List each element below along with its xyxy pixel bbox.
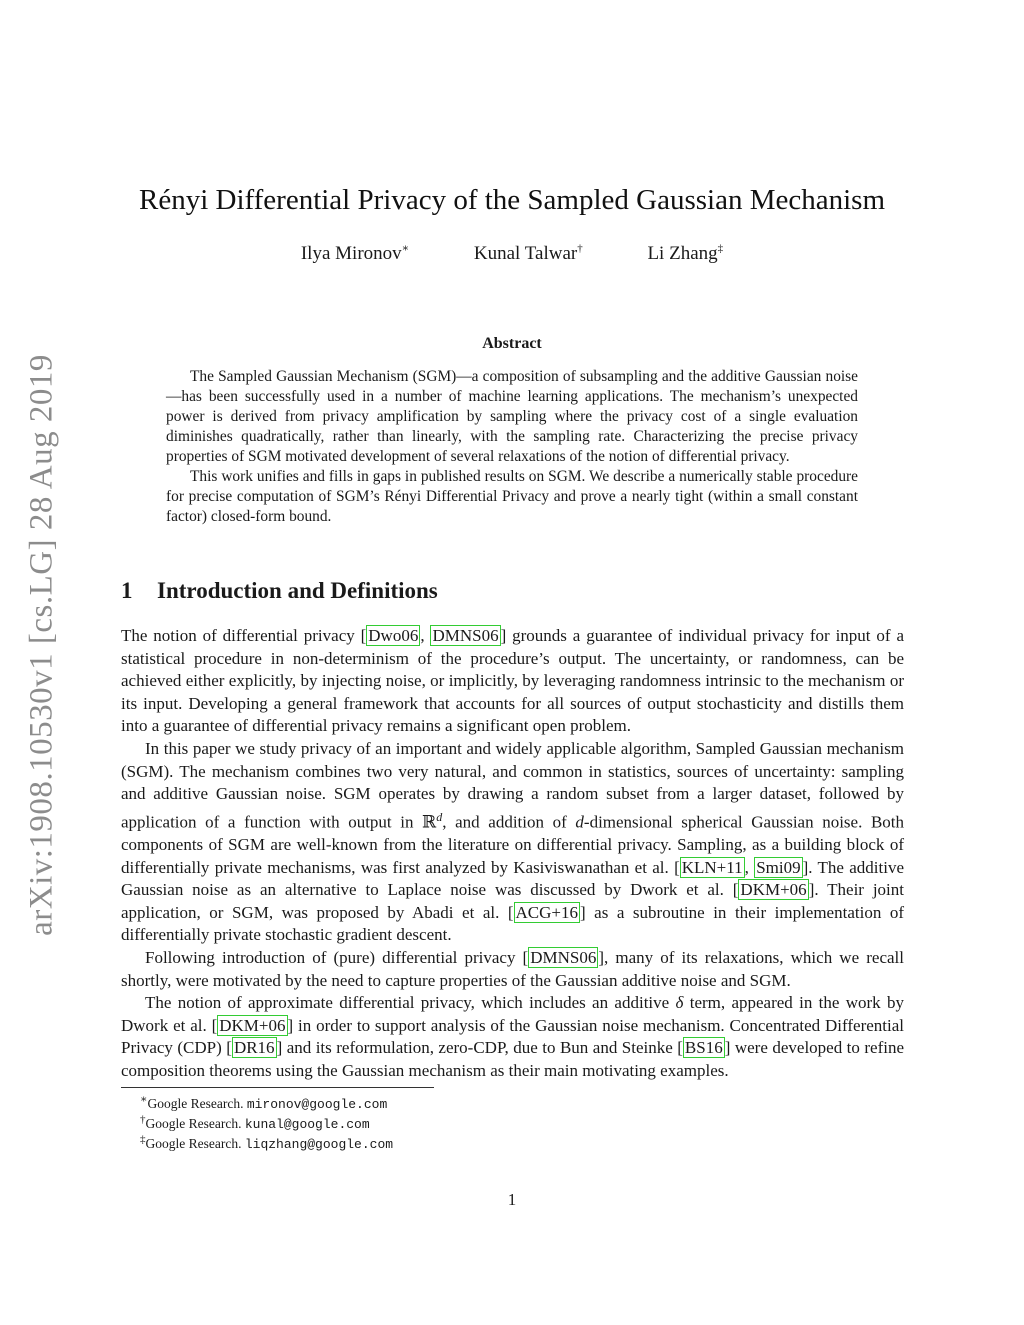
author-name: Ilya Mironov: [300, 243, 402, 264]
citation-link[interactable]: DKM+06: [740, 880, 807, 900]
author-name: Li Zhang: [647, 243, 718, 264]
text-run: term, appeared in the work by Dwork et al. [: [121, 993, 904, 1035]
footnote-text: Google Research.: [147, 1096, 247, 1111]
footnote: [140, 1134, 393, 1154]
footnotes: [140, 1094, 393, 1154]
author-list: [0, 243, 1024, 265]
text-run: Following introduction of (pure) differential privacy [: [145, 947, 529, 967]
citation-link[interactable]: DMNS06: [432, 626, 499, 645]
citation-link[interactable]: KLN+11: [681, 857, 743, 877]
text-run: ] grounds a guarantee of individual privacy for input of a statistical procedure in non-determinism of the procedure’s output. The uncertainty, or randomness, can be achieved either explicitly, by injecting noise, or implicitly, by leveraging randomness intrinsic to the mechanism or its input. Developing a general framework that accounts for all sources of output stochasticity and distills them into a guarantee of differential privacy remains a significant open problem.: [121, 626, 904, 736]
math-reals: ℝ: [422, 812, 437, 832]
author-name: Kunal Talwar: [473, 243, 578, 264]
text-run: -dimensional spherical Gaussian noise. Both components of SGM are well-known from the literature on differential privacy. Sampling, as a building block of differentially private mechanisms, was first analyzed by Kasiviswanathan et al. [: [121, 812, 905, 877]
text-run: ] in order to support analysis of the Gaussian noise mechanism. Concentrated Differential Privacy (CDP) [: [121, 1015, 904, 1058]
footnote-mark: ‡: [140, 1133, 146, 1146]
arxiv-id: arXiv:1908.10530v1 [cs.LG] 28 Aug 2019: [23, 354, 60, 936]
author-mark: ∗: [401, 242, 410, 255]
text-run: ,: [420, 626, 431, 645]
footnote-text: Google Research.: [145, 1116, 245, 1131]
body-paragraph: [121, 992, 904, 1082]
section-heading: [121, 578, 438, 604]
text-run: ], many of its relaxations, which we recall shortly, were motivated by the need to capture properties of the Gaussian additive noise and SGM.: [121, 947, 904, 990]
citation-link[interactable]: DR16: [233, 1038, 275, 1058]
text-run: ] as a subroutine in their implementation of differentially private stochastic gradient descent.: [121, 902, 904, 945]
text-run: In this paper we study privacy of an important and widely applicable algorithm, Sampled Gaussian mechanism (SGM). The mechanism combines two very natural, and common in statistics, sources of uncertainty: sampling and additive Gaussian noise. SGM operates by drawing a random subset from a larger dataset, followed by application of a function with output in: [121, 738, 904, 832]
footnote-email[interactable]: kunal@google.com: [244, 1117, 370, 1132]
page-number: 1: [507, 1190, 517, 1209]
author: [647, 243, 723, 265]
text-run: ] were developed to refine composition theorems using the Gaussian mechanism as their main motivating examples.: [121, 1038, 905, 1080]
paper-title: Rényi Differential Privacy of the Sampled Gaussian Mechanism: [138, 184, 886, 216]
footnote: [140, 1114, 393, 1134]
author-mark: ‡: [717, 242, 724, 255]
text-run: ]. The additive Gaussian noise as an alternative to Laplace noise was discussed by Dwork et al. [: [121, 857, 905, 900]
abstract-paragraph: The Sampled Gaussian Mechanism (SGM)—a composition of subsampling and the additive Gaussian noise—has been successfully used in a number of machine learning applications. The mechanism’s unexpected power is derived from privacy amplification by sampling where the privacy cost of a single evaluation diminishes quadratically, rather than linearly, with the sampling rate. Characterizing the precise privacy properties of SGM motivated development of several relaxations of the notion of differential privacy.: [166, 368, 858, 465]
body-paragraph: [121, 947, 904, 992]
section-title: Introduction and Definitions: [157, 578, 438, 603]
section-body: [121, 625, 904, 1083]
body-paragraph: [121, 625, 904, 738]
abstract-paragraph: This work unifies and fills in gaps in published results on SGM. We describe a numerically stable procedure for precise computation of SGM’s Rényi Differential Privacy and prove a nearly tight (within a small constant factor) closed-form bound.: [166, 468, 858, 525]
author: [301, 243, 409, 265]
footnote-mark: †: [140, 1113, 146, 1126]
body-paragraph: [121, 738, 904, 947]
footnote-mark: ∗: [140, 1093, 148, 1106]
citation-link[interactable]: DKM+06: [219, 1015, 286, 1035]
footnote-email[interactable]: mironov@google.com: [246, 1097, 388, 1112]
text-run: The notion of differential privacy [: [121, 626, 367, 645]
abstract: [166, 367, 858, 527]
abstract-heading: Abstract: [482, 335, 542, 352]
citation-link[interactable]: BS16: [684, 1038, 723, 1058]
footnote-email[interactable]: liqzhang@google.com: [244, 1137, 394, 1152]
author: [474, 243, 583, 265]
section-number: 1: [121, 578, 133, 603]
math-sup: d: [436, 809, 443, 824]
text-run: ]. Their joint application, or SGM, was proposed by Abadi et al. [: [121, 880, 905, 922]
citation-link[interactable]: ACG+16: [515, 902, 578, 922]
citation-link[interactable]: DMNS06: [530, 947, 597, 967]
citation-link[interactable]: Smi09: [756, 857, 801, 877]
text-run: ,: [744, 857, 755, 877]
footnote-rule: [121, 1087, 434, 1088]
text-run: ] and its reformulation, zero-CDP, due to Bun and Steinke [: [276, 1038, 683, 1058]
math-var: d: [575, 812, 584, 832]
author-mark: †: [577, 242, 583, 255]
footnote: [140, 1094, 393, 1114]
text-run: , and addition of: [442, 812, 576, 832]
text-run: The notion of approximate differential privacy, which includes an additive: [145, 993, 676, 1013]
citation-link[interactable]: Dwo06: [368, 626, 419, 645]
footnote-text: Google Research.: [145, 1136, 245, 1151]
math-delta: δ: [675, 993, 684, 1013]
